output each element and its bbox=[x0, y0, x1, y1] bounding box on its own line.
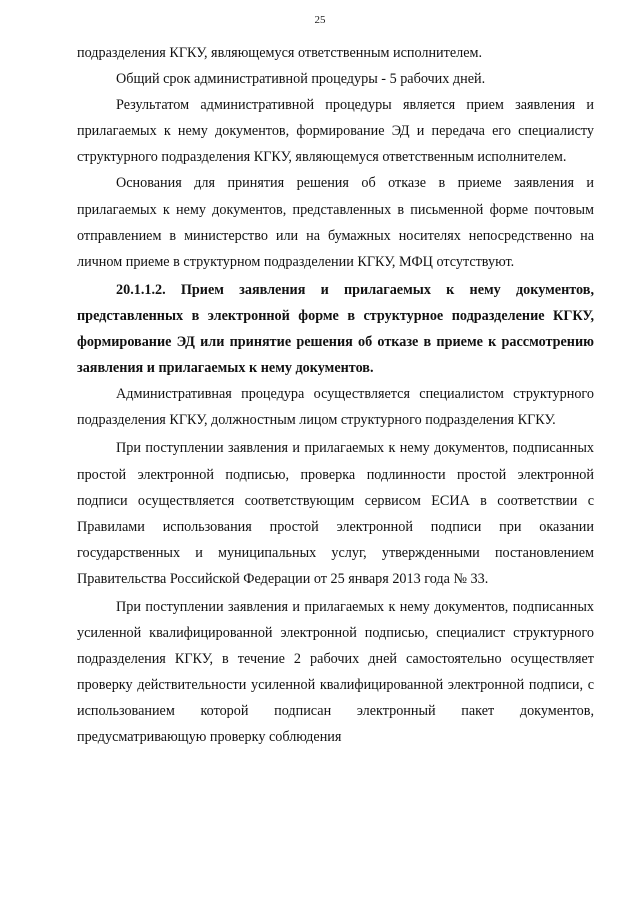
paragraph-qualified-signature: При поступлении заявления и прилагаемых к нему документов, подписанных усиленной квалифицированной электронной подписью, специалист структурного подразделения КГКУ, в течение 2 рабочих дней самостоятельно осуществляет проверку действительности усиленной квалифицированной электронной подписи, с использованием которой подписан электронный пакет документов, предусматривающую проверку соблюдения bbox=[77, 598, 594, 746]
section-heading: 20.1.1.2. Прием заявления и прилагаемых к нему документов, представленных в электронной форме в структурное подразделение КГКУ, формирование ЭД или принятие решения об отказе в приеме к рассмотрению заявления и прилагаемых к нему документов. bbox=[77, 281, 594, 377]
document-body bbox=[77, 40, 594, 751]
paragraph-simple-signature: При поступлении заявления и прилагаемых к нему документов, подписанных простой электронной подписью, проверка подлинности простой электронной подписи осуществляется соответствующим сервисом ЕСИА в соответствии с Правилами использования простой электронной подписи при оказании государственных и муниципальных услуг, утвержденными постановлением Правительства Российской Федерации от 25 января 2013 года № 33. bbox=[77, 440, 594, 587]
page-number: 25 bbox=[314, 14, 326, 26]
paragraph-refusal-grounds: Основания для принятия решения об отказе в приеме заявления и прилагаемых к нему документов, представленных в письменной форме почтовым отправлением в министерство или на бумажных носителях непосредственно на личном приеме в структурном подразделении КГКУ, МФЦ отсутствуют. bbox=[77, 175, 594, 270]
paragraph-procedure-executor: Административная процедура осуществляется специалистом структурного подразделения КГКУ, должностным лицом структурного подразделения КГКУ. bbox=[77, 386, 594, 429]
paragraph-continuation: подразделения КГКУ, являющемуся ответственным исполнителем. bbox=[77, 45, 483, 61]
paragraph-term: Общий срок административной процедуры - 5 рабочих дней. bbox=[116, 71, 486, 88]
paragraph-result: Результатом административной процедуры является прием заявления и прилагаемых к нему документов, формирование ЭД и передача его специалисту структурного подразделения КГКУ, являющемуся ответственным исполнителем. bbox=[77, 97, 594, 166]
